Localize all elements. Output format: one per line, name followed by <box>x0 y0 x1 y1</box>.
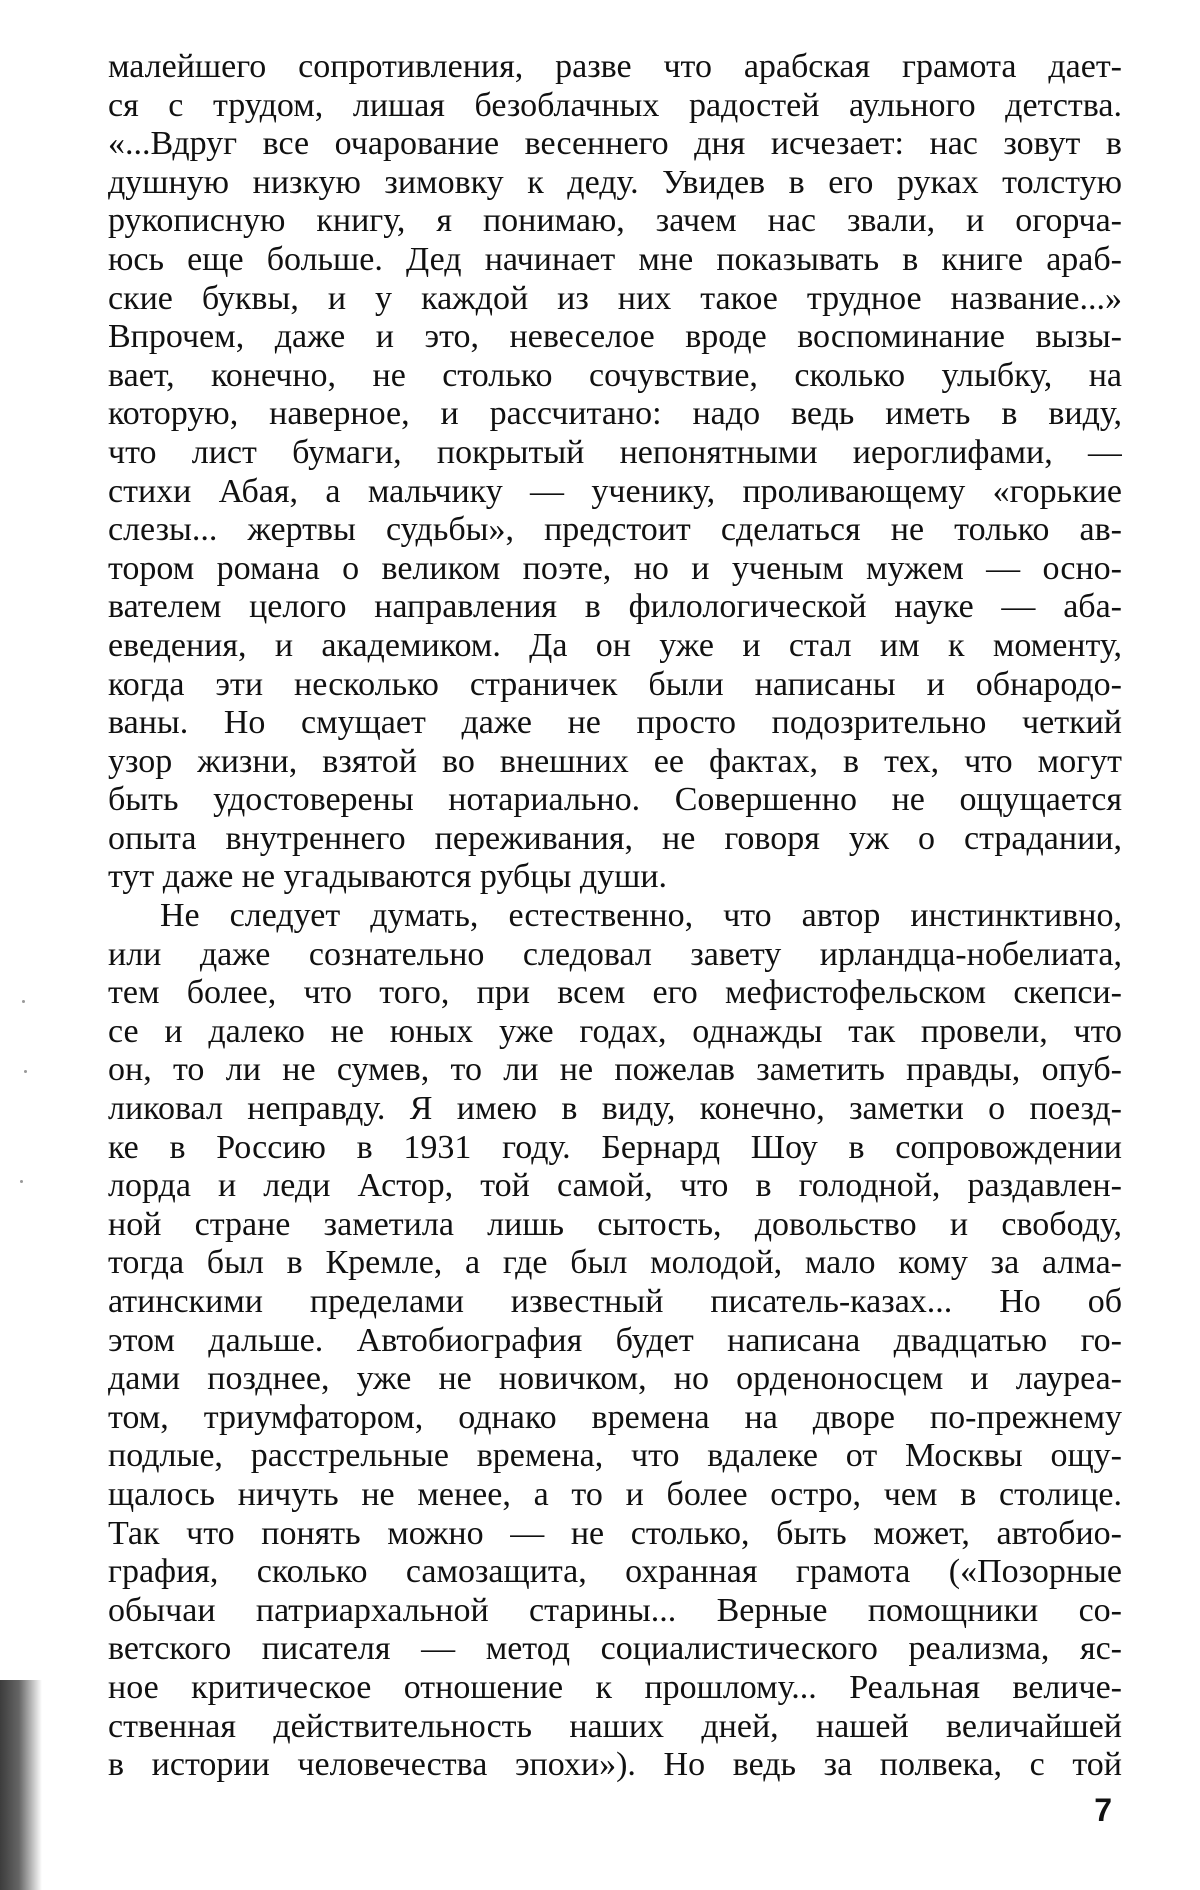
document-page-body <box>108 48 1122 1785</box>
text-line: ликовал неправду. Я имею в виду, конечно, заметки о поезд- <box>108 1090 1122 1128</box>
text-line: малейшего сопротивления, разве что арабская грамота дает- <box>108 48 1122 85</box>
text-line: тут даже не угадываются рубцы души. <box>108 858 668 896</box>
text-line: атинскими пределами известный писатель-казах... Но об <box>108 1283 1122 1320</box>
text-line: ке в Россию в 1931 году. Бернард Шоу в сопровождении <box>108 1128 1122 1166</box>
page-number: 7 <box>1094 1792 1112 1828</box>
text-line: стихи Абая, а мальчику — ученику, проливающему «горькие <box>108 472 1122 510</box>
text-line: узор жизни, взятой во внешних ее фактах, в тех, что могут <box>108 742 1122 780</box>
text-line: дами позднее, уже не новичком, но орденоносцем и лауреа- <box>108 1360 1122 1398</box>
text-line: графия, сколько самозащита, охранная грамота («Позорные <box>108 1553 1122 1591</box>
text-line: вает, конечно, не столько сочувствие, сколько улыбку, на <box>108 356 1122 394</box>
text-line: ся с трудом, лишая безоблачных радостей аульного детства. <box>108 86 1122 124</box>
text-line: рукописную книгу, я понимаю, зачем нас звали, и огорча- <box>108 202 1122 240</box>
text-line: тором романа о великом поэте, но и ученым мужем — осно- <box>108 549 1122 587</box>
text-line: которую, наверное, и рассчитано: надо ведь иметь в виду, <box>108 395 1122 433</box>
text-line: что лист бумаги, покрытый непонятными иероглифами, — <box>108 433 1122 471</box>
text-line: подлые, расстрельные времена, что вдалеке от Москвы ощу- <box>108 1437 1122 1475</box>
text-line: или даже сознательно следовал завету ирландца-нобелиата, <box>108 935 1122 973</box>
text-line: быть удостоверены нотариально. Совершенно не ощущается <box>108 781 1122 819</box>
text-line: этом дальше. Автобиография будет написана двадцатью го- <box>108 1321 1122 1359</box>
text-line: Не следует думать, естественно, что автор инстинктивно, <box>160 897 1122 935</box>
text-line: том, триумфатором, однако времена на дворе по-прежнему <box>108 1398 1122 1436</box>
text-line: ские буквы, и у каждой из них такое трудное название...» <box>108 279 1122 317</box>
text-line: лорда и леди Астор, той самой, что в голодной, раздавлен- <box>108 1167 1122 1205</box>
text-line: ной стране заметила лишь сытость, довольство и свободу, <box>108 1205 1122 1243</box>
text-line: ное критическое отношение к прошлому... Реальная величе- <box>108 1668 1122 1706</box>
text-line: Так что понять можно — не столько, быть может, автобио- <box>108 1514 1122 1552</box>
text-line: тем более, что того, при всем его мефистофельском скепси- <box>108 974 1122 1012</box>
text-line: еведения, и академиком. Да он уже и стал им к моменту, <box>108 626 1122 664</box>
text-line: «...Вдруг все очарование весеннего дня исчезает: нас зовут в <box>108 125 1122 163</box>
text-line: он, то ли не сумев, то ли не пожелав заметить правды, опуб- <box>108 1051 1122 1089</box>
text-line: вателем целого направления в филологической науке — аба- <box>108 588 1122 626</box>
text-line: душную низкую зимовку к деду. Увидев в его руках толстую <box>108 163 1122 201</box>
scan-speck <box>24 1070 27 1073</box>
scan-speck <box>22 1000 25 1003</box>
text-line: юсь еще больше. Дед начинает мне показывать в книге араб- <box>108 240 1122 278</box>
text-line: когда эти несколько страничек были написаны и обнародо- <box>108 665 1122 703</box>
text-line: се и далеко не юных уже годах, однажды так провели, что <box>108 1012 1122 1050</box>
scan-speck <box>20 1180 23 1183</box>
scan-shadow-edge <box>0 1680 42 1890</box>
text-line: ственная действительность наших дней, нашей величайшей <box>108 1707 1122 1745</box>
text-line: ветского писателя — метод социалистического реализма, яс- <box>108 1630 1122 1668</box>
text-line: тогда был в Кремле, а где был молодой, мало кому за алма- <box>108 1244 1122 1282</box>
text-line: слезы... жертвы судьбы», предстоит сделаться не только ав- <box>108 511 1122 549</box>
text-line: в истории человечества эпохи»). Но ведь за полвека, с той <box>108 1746 1122 1784</box>
text-line: щалось ничуть не менее, а то и более остро, чем в столице. <box>108 1475 1122 1513</box>
text-line: опыта внутреннего переживания, не говоря уж о страдании, <box>108 819 1122 857</box>
text-line: ваны. Но смущает даже не просто подозрительно четкий <box>108 704 1122 742</box>
text-line: Впрочем, даже и это, невеселое вроде воспоминание вызы- <box>108 318 1122 356</box>
text-line: обычаи патриархальной старины... Верные помощники со- <box>108 1591 1122 1629</box>
